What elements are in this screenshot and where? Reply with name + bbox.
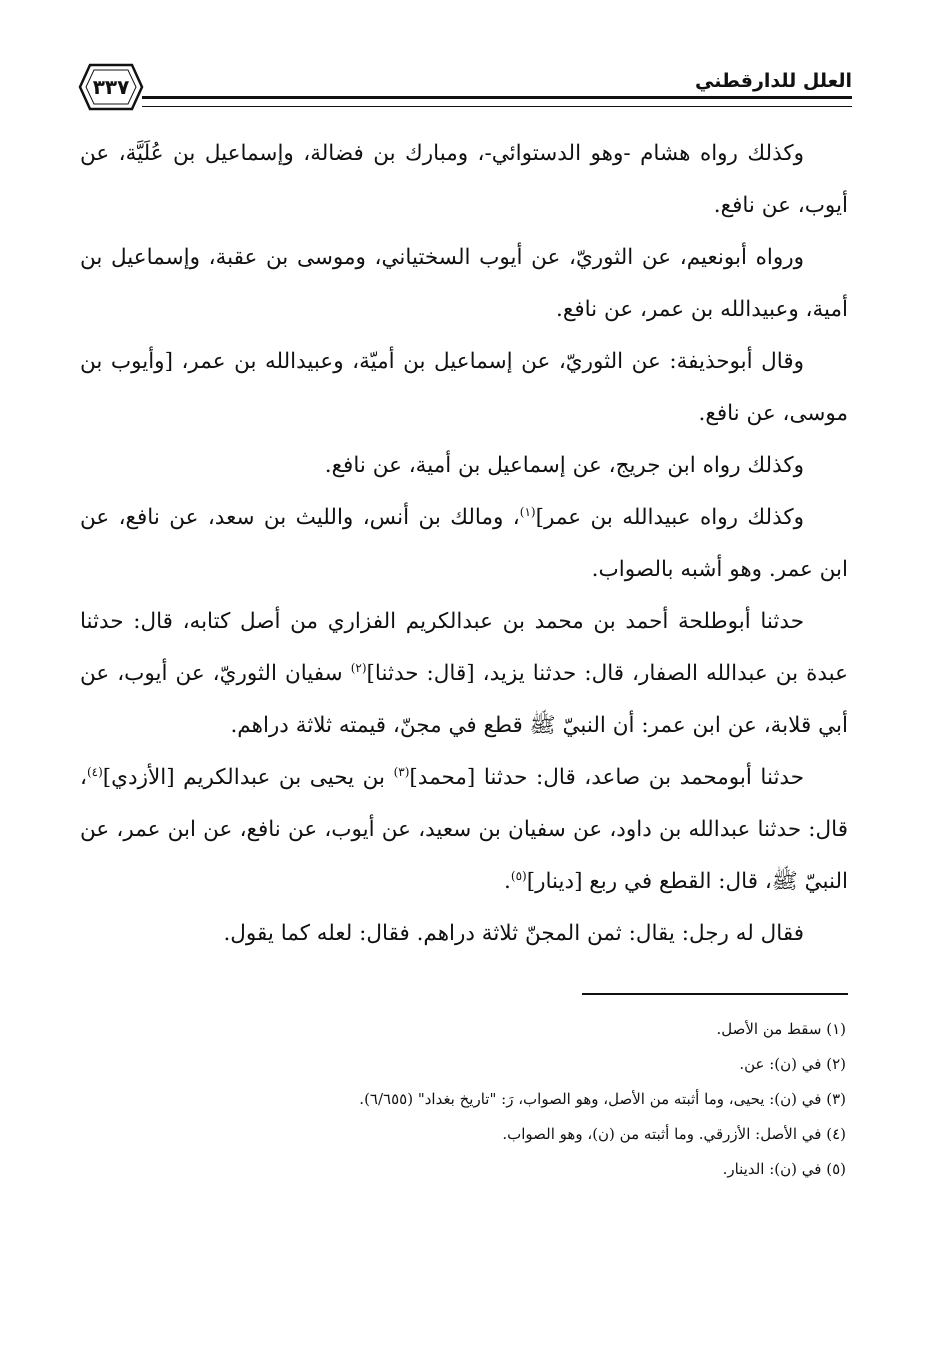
paragraph-text: ، ومالك بن أنس، والليث بن سعد، عن نافع، عن ابن عمر. وهو أشبه بالصواب. (80, 505, 848, 582)
footnote-marker: (٢) (350, 660, 367, 675)
paragraph-text: وكذلك رواه عبيدالله بن عمر] (535, 505, 804, 530)
footnote: (٥) في (ن): الدينار. (722, 1160, 846, 1178)
paragraph-text: سفيان الثوريّ، عن أيوب، عن أبي قلابة، عن ابن عمر: أن النبيّ ﷺ قطع في مجنّ، قيمته ثلاثة دراهم. (80, 661, 848, 738)
page-number-badge (78, 62, 144, 112)
footnote-marker: (٤) (86, 764, 103, 779)
paragraph (80, 596, 848, 752)
footnote-marker: (٣) (393, 764, 410, 779)
footnotes (80, 1012, 846, 1187)
footnote: (١) سقط من الأصل. (716, 1020, 846, 1038)
page-header (70, 62, 852, 112)
footnote: (٤) في الأصل: الأزرقي. وما أثبته من (ن)، وهو الصواب. (502, 1125, 846, 1143)
footnote: (٣) في (ن): يحيى، وما أثبته من الأصل، وهو الصواب، رَ: "تاريخ بغداد" (٦/٦٥٥). (359, 1090, 846, 1108)
running-title: العلل للدارقطني (695, 70, 852, 92)
paragraph-text: ، قال: حدثنا عبدالله بن داود، عن سفيان بن سعيد، عن أيوب، عن نافع، عن ابن عمر، عن النبيّ ﷺ، قال: القطع في ربع [دينار] (80, 765, 848, 894)
paragraph: وكذلك رواه ابن جريج، عن إسماعيل بن أمية، عن نافع. (324, 453, 804, 478)
main-text (80, 128, 848, 960)
paragraph (80, 752, 848, 908)
footnote-marker: (١) (519, 504, 536, 519)
paragraph-text: حدثنا أبوطلحة أحمد بن محمد بن عبدالكريم الفزاري من أصل كتابه، قال: حدثنا عبدة بن عبدالله الصفار، قال: حدثنا يزيد، [قال: حدثنا] (80, 609, 849, 686)
paragraph: فقال له رجل: يقال: ثمن المجنّ ثلاثة دراهم. فقال: لعله كما يقول. (223, 921, 804, 946)
footnote-separator (582, 993, 848, 995)
paragraph-text: حدثنا أبومحمد بن صاعد، قال: حدثنا [محمد] (409, 765, 805, 790)
paragraph-text: . (504, 869, 511, 894)
paragraph: وكذلك رواه هشام -وهو الدستوائي-، ومبارك بن فضالة، وإسماعيل بن عُلَيَّة، عن أيوب، عن نافع. (80, 141, 848, 218)
paragraph: ورواه أبونعيم، عن الثوريّ، عن أيوب السختياني، وموسى بن عقبة، وإسماعيل بن أمية، وعبيدالله بن عمر، عن نافع. (80, 245, 848, 322)
footnote-marker: (٥) (510, 868, 527, 883)
header-rule (142, 96, 852, 107)
paragraph (80, 492, 848, 596)
paragraph-text: بن يحيى بن عبدالكريم [الأزدي] (102, 765, 394, 790)
page-number: ٣٣٧ (92, 75, 130, 99)
paragraph: وقال أبوحذيفة: عن الثوريّ، عن إسماعيل بن أميّة، وعبيدالله بن عمر، [وأيوب بن موسى، عن نافع. (80, 349, 848, 426)
footnote: (٢) في (ن): عن. (739, 1055, 846, 1073)
